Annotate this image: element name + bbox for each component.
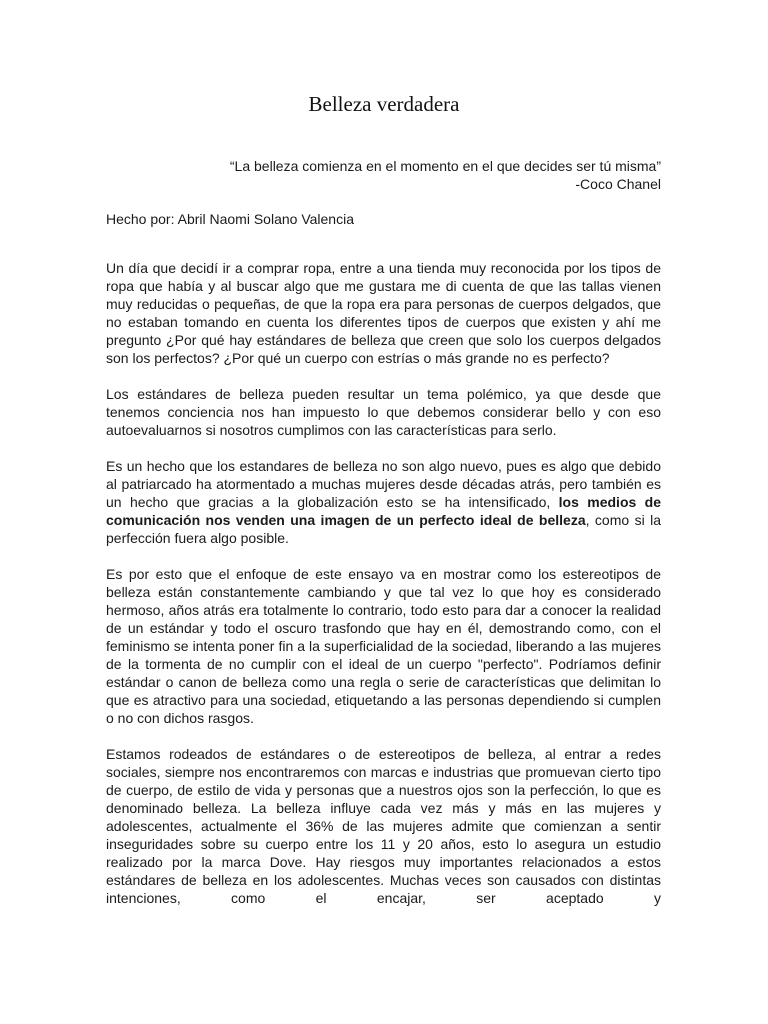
quote-attribution: -Coco Chanel xyxy=(575,176,661,192)
paragraph-1: Un día que decidí ir a comprar ropa, entre a una tienda muy reconocida por los tipos de ropa que había y al buscar algo que me gustara me di cuenta de que las tallas vienen muy reducidas o pequeñas, de que la ropa era para personas de cuerpos delgados, que no estaban tomando en cuenta los diferentes tipos de cuerpos que existen y ahí me pregunto ¿Por qué hay estándares de belleza que creen que solo los cuerpos delgados son los perfectos? ¿Por qué un cuerpo con estrías o más grande no es perfecto? xyxy=(106,260,661,366)
paragraph-3-bold-text: los medios de comunicación nos venden una imagen de un perfecto ideal de belleza xyxy=(106,494,662,528)
paragraph-2: Los estándares de belleza pueden resultar un tema polémico, ya que desde que tenemos conciencia nos han impuesto lo que debemos considerar bello y con eso autoevaluarnos si nosotros cumplimos con las características para serlo. xyxy=(106,386,661,438)
paragraph-3-text: Es un hecho que los estandares de belleza no son algo nuevo, pues es algo que debido al patriarcado ha atormentado a muchas mujeres desde décadas atrás, pero también es un hecho que gracias a la globalización esto se ha intensificado, xyxy=(106,458,661,510)
author-line: Hecho por: Abril Naomi Solano Valencia xyxy=(106,211,354,227)
quote-text: “La belleza comienza en el momento en el que decides ser tú misma” xyxy=(229,158,661,174)
epigraph-quote xyxy=(106,157,661,193)
document-body xyxy=(106,259,661,925)
paragraph-4: Es por esto que el enfoque de este ensayo va en mostrar como los estereotipos de belleza están constantemente cambiando y que tal vez lo que hoy es considerado hermoso, años atrás era totalmente lo contrario, todo esto para dar a conocer la realidad de un estándar y todo el oscuro trasfondo que hay en él, demostrando como, con el feminismo se intenta poner fin a la superficialidad de la sociedad, liberando a las mujeres de la tormenta de no cumplir con el ideal de un cuerpo "perfecto". Podríamos definir estándar o canon de belleza como una regla o serie de características que delimitan lo que es atractivo para una sociedad, etiquetando a las personas dependiendo si cumplen o no con dichos rasgos. xyxy=(106,566,661,726)
paragraph-5: Estamos rodeados de estándares o de estereotipos de belleza, al entrar a redes sociales, siempre nos encontraremos con marcas e industrias que promuevan cierto tipo de cuerpo, de estilo de vida y personas que a nuestros ojos son la perfección, lo que es denominado belleza. La belleza influye cada vez más y más en las mujeres y adolescentes, actualmente el 36% de las mujeres admite que comienzan a sentir inseguridades sobre su cuerpo entre los 11 y 20 años, esto lo asegura un estudio realizado por la marca Dove. Hay riesgos muy importantes relacionados a estos estándares de belleza en los adolescentes. Muchas veces son causados con distintas intenciones, como el encajar, ser aceptado y xyxy=(106,746,661,906)
paragraph-3 xyxy=(106,457,661,547)
paragraph-3-text-end: , como si la perfección fuera algo posible. xyxy=(106,512,661,546)
document-title: Belleza verdadera xyxy=(308,92,460,116)
